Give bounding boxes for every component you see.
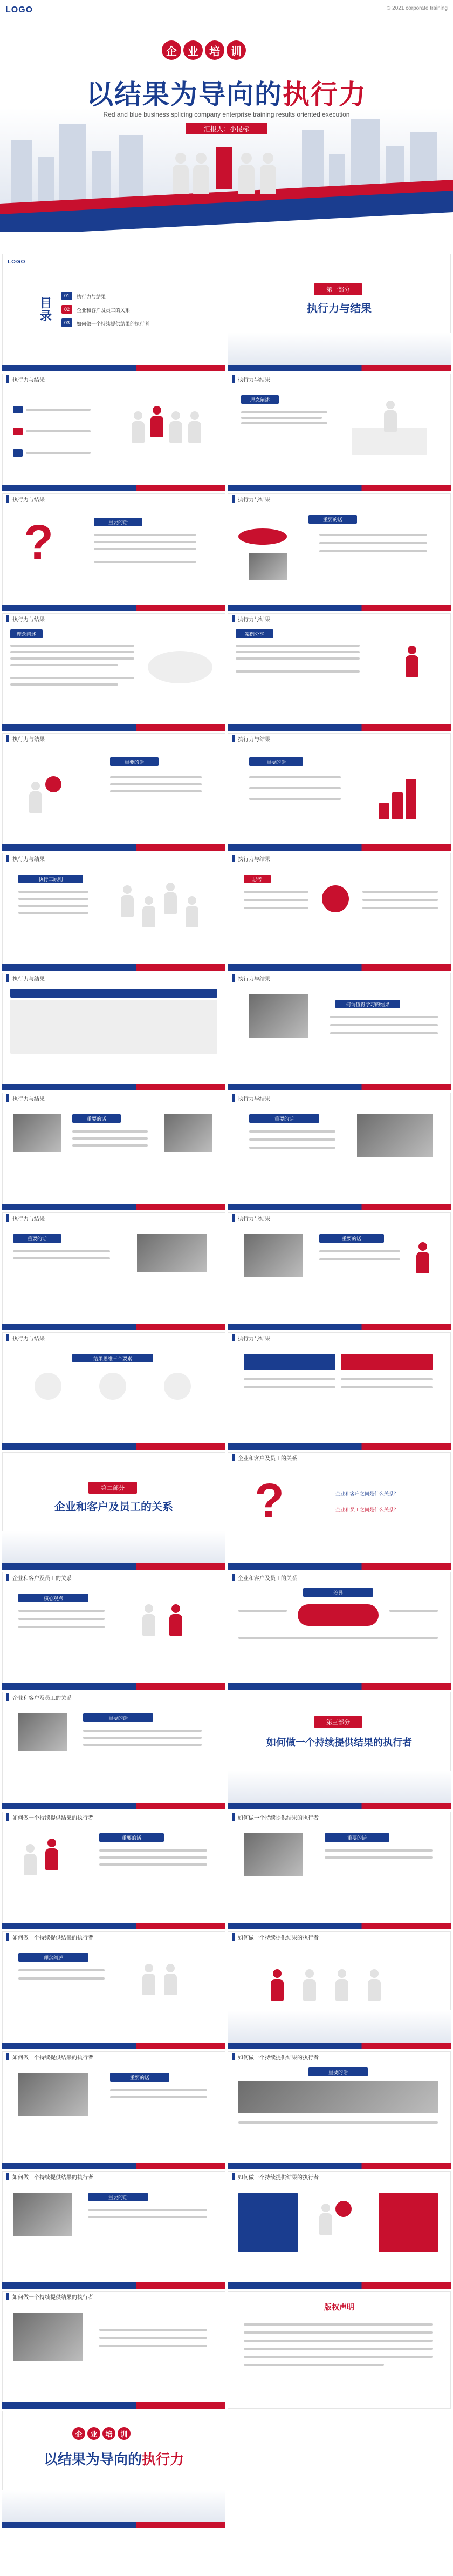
- cover-title-main: 以结果为导向的: [86, 79, 283, 110]
- question-mark-icon: ?: [255, 1474, 284, 1528]
- slide[interactable]: 执行力与结果 结果思维三个要素: [2, 1332, 225, 1450]
- slide[interactable]: 如何做一个持续提供结果的执行者: [228, 1931, 451, 2049]
- toc-item[interactable]: 执行力与结果: [77, 294, 106, 300]
- toc-num: 03: [61, 318, 72, 327]
- slide[interactable]: 如何做一个持续提供结果的执行者 重要的话: [228, 2051, 451, 2169]
- slide[interactable]: 执行力与结果: [2, 973, 225, 1090]
- slide[interactable]: 执行力与结果 重要的话: [228, 1212, 451, 1330]
- slide[interactable]: 执行力与结果 ? 重要的话: [2, 493, 225, 611]
- concept-label: 理念阐述: [241, 395, 279, 404]
- pill-char: 培: [205, 40, 224, 60]
- title-pill: [162, 40, 246, 60]
- slide[interactable]: 执行力与结果 重要的话: [228, 1093, 451, 1210]
- toc-item[interactable]: 如何做一个持续提供结果的执行者: [77, 321, 150, 327]
- toc-num: 02: [61, 305, 72, 314]
- copyright: © 2021 corporate training: [387, 5, 448, 11]
- slide[interactable]: 如何做一个持续提供结果的执行者 重要的话: [228, 1812, 451, 1929]
- pill-char: 企: [162, 40, 181, 60]
- slide[interactable]: 执行力与结果 重要的话: [2, 1093, 225, 1210]
- cover-title-accent: 执行力: [283, 79, 367, 110]
- pill-char: 业: [183, 40, 203, 60]
- slide[interactable]: 执行力与结果 重要的话: [228, 493, 451, 611]
- slide[interactable]: 执行力与结果 理念阐述: [228, 374, 451, 491]
- cover-title: [0, 73, 453, 112]
- slide[interactable]: 执行力与结果 理念阐述: [2, 613, 225, 731]
- slide[interactable]: 执行力与结果 案例分享: [228, 613, 451, 731]
- slide[interactable]: 企业和客户及员工的关系 ? 企业和客户之间是什么关系？ 企业和员工之间是什么关系？: [228, 1452, 451, 1570]
- slide[interactable]: 执行力与结果 思考: [228, 853, 451, 971]
- end-slide[interactable]: 企 业 培 训 以结果为导向的执行力: [2, 2411, 225, 2528]
- slide[interactable]: 如何做一个持续提供结果的执行者 重要的话: [2, 1812, 225, 1929]
- slide[interactable]: 如何做一个持续提供结果的执行者 重要的话: [2, 2051, 225, 2169]
- toc-label: 目录: [40, 296, 52, 323]
- slide[interactable]: 企业和客户及员工的关系 核心观点: [2, 1572, 225, 1690]
- target-icon: [322, 885, 349, 912]
- slide[interactable]: 执行力与结果 重要的话: [2, 1212, 225, 1330]
- part1-slide[interactable]: [228, 254, 451, 371]
- logo: LOGO: [8, 259, 26, 265]
- logo: LOGO: [5, 5, 33, 15]
- part-tag: 第一部分: [314, 283, 362, 295]
- slide[interactable]: 如何做一个持续提供结果的执行者 理念阐述: [2, 1931, 225, 2049]
- slide[interactable]: 执行力与结果: [228, 1332, 451, 1450]
- toc-item[interactable]: 企业和客户及员工的关系: [77, 308, 131, 313]
- cover-slide: [0, 0, 453, 232]
- slide[interactable]: 如何做一个持续提供结果的执行者: [2, 2291, 225, 2409]
- pill-char: 训: [226, 40, 246, 60]
- slide[interactable]: 执行力与结果 重要的话: [2, 733, 225, 851]
- cover-subtitle: Red and blue business splicing company enterprise training results oriented execution: [103, 111, 350, 118]
- slide[interactable]: 执行力与结果 何谓值得学习的结果: [228, 973, 451, 1090]
- slide[interactable]: [2, 374, 225, 491]
- slide[interactable]: 如何做一个持续提供结果的执行者 重要的话: [2, 2171, 225, 2289]
- copyright-title: 版权声明: [324, 2303, 354, 2311]
- slide[interactable]: 企业和客户及员工的关系 重要的话: [2, 1692, 225, 1809]
- copyright-slide[interactable]: [228, 2291, 451, 2409]
- slide[interactable]: 如何做一个持续提供结果的执行者: [228, 2171, 451, 2289]
- slide[interactable]: 执行力与结果 重要的话: [228, 733, 451, 851]
- cover-author: 汇报人：小昆标: [186, 123, 267, 134]
- toc-slide[interactable]: [2, 254, 225, 371]
- figures-illustration: [173, 135, 280, 194]
- part3-slide[interactable]: 第三部分 如何做一个持续提供结果的执行者: [228, 1692, 451, 1809]
- slide[interactable]: 执行力与结果 执行三原则: [2, 853, 225, 971]
- toc-num: 01: [61, 292, 72, 300]
- slide-header: 执行力与结果: [12, 377, 45, 383]
- part2-slide[interactable]: 第二部分 企业和客户及员工的关系: [2, 1452, 225, 1570]
- question-mark-icon: ?: [24, 516, 53, 570]
- part-title: 执行力与结果: [307, 303, 372, 315]
- slide[interactable]: 企业和客户及员工的关系 差异: [228, 1572, 451, 1690]
